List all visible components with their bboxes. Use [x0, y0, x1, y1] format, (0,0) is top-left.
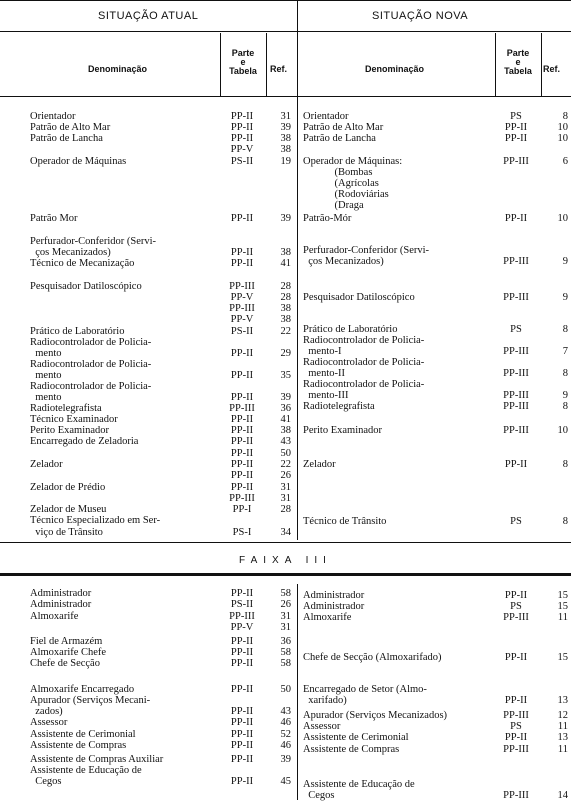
col-tabela-word: Tabela [229, 66, 257, 76]
parte-cell: PP-II [230, 133, 254, 144]
parte-cell: PP-II [230, 470, 254, 481]
denominacao-cell: Assistente de Cerimonial [303, 732, 409, 743]
parte-cell: PP-II [504, 459, 528, 470]
denominacao-cell: Prático de Laboratório [30, 326, 125, 337]
ref-cell: 6 [562, 156, 568, 167]
ref-cell: 38 [280, 247, 291, 258]
denominacao-cell: Assistente de Educação de [30, 765, 142, 776]
denominacao-cell: Operador de Máquinas [30, 156, 127, 167]
ref-cell: 39 [280, 122, 291, 133]
parte-cell: PS [510, 721, 522, 732]
denominacao-cell: Zelador [30, 459, 63, 470]
denominacao-cell: Assistente de Cerimonial [30, 729, 136, 740]
denominacao-cell: mento-I [303, 346, 342, 357]
parte-cell: PP-II [230, 122, 254, 133]
denominacao-cell: Patrão de Lancha [30, 133, 103, 144]
denominacao-cell: Almoxarife Encarregado [30, 684, 135, 695]
ref-cell: 52 [280, 729, 291, 740]
denominacao-cell: xarifado) [303, 695, 347, 706]
ref-cell: 28 [280, 504, 291, 515]
ref-cell: 31 [280, 611, 291, 622]
ref-cell: 50 [280, 448, 291, 459]
ref-cell: 8 [562, 368, 568, 379]
denominacao-cell: Técnico de Trânsito [303, 516, 387, 527]
ref-cell: 41 [280, 258, 291, 269]
denominacao-cell: Apurador (Serviços Mecanizados) [303, 710, 448, 721]
parte-cell: PP-II [230, 729, 254, 740]
denominacao-cell: mento [30, 370, 62, 381]
denominacao-cell: Zelador [303, 459, 336, 470]
ref-cell: 31 [280, 493, 291, 504]
ref-cell: 11 [557, 612, 568, 623]
center-divider [297, 32, 298, 540]
ref-cell: 13 [557, 695, 568, 706]
denominacao-cell: Assistente de Compras [303, 744, 400, 755]
parte-cell: PP-II [230, 717, 254, 728]
parte-cell: PP-V [230, 292, 254, 303]
parte-cell: PP-II [230, 588, 254, 599]
ref-cell: 8 [562, 516, 568, 527]
ref-divider-right [541, 33, 542, 96]
ref-cell: 22 [280, 459, 291, 470]
parte-cell: PP-II [230, 448, 254, 459]
ref-cell: 15 [557, 590, 568, 601]
denominacao-cell: (Bombas [303, 167, 373, 178]
ref-cell: 15 [557, 652, 568, 663]
denominacao-cell: Operador de Máquinas: [303, 156, 403, 167]
parte-cell: PP-III [503, 425, 529, 436]
col-tabela-word: Tabela [504, 66, 532, 76]
parte-cell: PP-III [229, 403, 255, 414]
parte-cell: PP-II [504, 133, 528, 144]
parte-cell: PP-III [503, 401, 529, 412]
ref-cell: 39 [280, 392, 291, 403]
ref-cell: 14 [557, 790, 568, 801]
parte-cell: PP-III [503, 156, 529, 167]
section-title-nova: SITUAÇÃO NOVA [372, 10, 469, 22]
denominacao-cell: Técnico de Mecanização [30, 258, 135, 269]
denominacao-cell: Assistente de Compras Auxiliar [30, 754, 164, 765]
parte-cell: PP-V [230, 622, 254, 633]
ref-cell: 43 [280, 436, 291, 447]
ref-cell: 39 [280, 213, 291, 224]
denominacao-cell: mento [30, 348, 62, 359]
denominacao-cell: Radiocontrolador de Policia- [30, 381, 152, 392]
parte-cell: PP-II [230, 247, 254, 258]
section-title-atual: SITUAÇÃO ATUAL [98, 10, 199, 22]
parte-cell: PP-V [230, 144, 254, 155]
denominacao-cell: Administrador [30, 588, 92, 599]
denominacao-cell: mento-II [303, 368, 345, 379]
denominacao-cell: Assistente de Compras [30, 740, 127, 751]
ref-cell: 45 [280, 776, 291, 787]
denominacao-cell: Perito Examinador [303, 425, 383, 436]
denominacao-cell: Radiocontrolador de Policia- [30, 337, 152, 348]
ref-cell: 36 [280, 403, 291, 414]
denominacao-cell: Orientador [303, 111, 349, 122]
col-e-word: e [240, 57, 246, 67]
denominacao-cell: Almoxarife Chefe [30, 647, 107, 658]
denominacao-cell: Administrador [30, 599, 92, 610]
parte-cell: PP-II [230, 370, 254, 381]
parte-cell: PP-II [230, 258, 254, 269]
denominacao-cell: Administrador [303, 590, 365, 601]
denominacao-cell: Cegos [30, 776, 62, 787]
denominacao-cell: Administrador [303, 601, 365, 612]
ref-cell: 43 [280, 706, 291, 717]
parte-cell: PP-III [229, 303, 255, 314]
denominacao-cell: mento [30, 392, 62, 403]
parte-cell: PP-II [504, 732, 528, 743]
col-e-word: e [515, 57, 521, 67]
denominacao-cell: zados) [30, 706, 63, 717]
ref-cell: 10 [557, 133, 568, 144]
denominacao-cell: Radiocontrolador de Policia- [303, 379, 425, 390]
ref-cell: 9 [562, 256, 568, 267]
ref-cell: 46 [280, 717, 291, 728]
ref-cell: 13 [557, 732, 568, 743]
denominacao-cell: viço de Trânsito [30, 527, 103, 538]
ref-cell: 58 [280, 647, 291, 658]
ref-cell: 38 [280, 133, 291, 144]
parte-cell: PP-III [503, 346, 529, 357]
ref-cell: 10 [557, 425, 568, 436]
ref-cell: 19 [280, 156, 291, 167]
denominacao-cell: Almoxarife [30, 611, 79, 622]
parte-cell: PP-II [230, 111, 254, 122]
parte-cell: PP-II [230, 658, 254, 669]
parte-divider-right [495, 33, 496, 96]
parte-cell: PP-II [230, 647, 254, 658]
parte-cell: PP-II [230, 392, 254, 403]
ref-cell: 28 [280, 281, 291, 292]
denominacao-cell: Chefe de Secção (Almoxarifado) [303, 652, 442, 663]
ref-cell: 38 [280, 425, 291, 436]
denominacao-cell: Prático de Laboratório [303, 324, 398, 335]
parte-cell: PS [510, 324, 522, 335]
parte-cell: PP-I [232, 504, 252, 515]
denominacao-cell: Radiocontrolador de Policia- [30, 359, 152, 370]
parte-cell: PP-II [230, 740, 254, 751]
denominacao-cell: Patrão de Alto Mar [30, 122, 111, 133]
denominacao-cell: Patrão de Lancha [303, 133, 376, 144]
denominacao-cell: ços Mecanizados) [303, 256, 384, 267]
parte-cell: PP-II [230, 459, 254, 470]
denominacao-cell: Perfurador-Conferidor (Servi- [303, 245, 430, 256]
parte-cell: PP-V [230, 314, 254, 325]
ref-divider-left [266, 33, 267, 96]
denominacao-cell: Zelador de Prédio [30, 482, 106, 493]
parte-cell: PP-III [229, 611, 255, 622]
parte-cell: PP-II [230, 425, 254, 436]
ref-cell: 8 [562, 459, 568, 470]
denominacao-cell: Patrão de Alto Mar [303, 122, 384, 133]
center-divider [297, 584, 298, 800]
col-ref-right: Ref. [543, 64, 561, 74]
faixa-label: FAIXA III [239, 555, 332, 566]
denominacao-cell: Assessor [303, 721, 341, 732]
denominacao-cell: Radiotelegrafista [303, 401, 375, 412]
ref-cell: 8 [562, 324, 568, 335]
center-divider [297, 0, 298, 33]
ref-cell: 50 [280, 684, 291, 695]
ref-cell: 31 [280, 622, 291, 633]
denominacao-cell: (Draga [303, 200, 364, 211]
parte-cell: PS [510, 516, 522, 527]
parte-cell: PP-II [230, 754, 254, 765]
ref-cell: 28 [280, 292, 291, 303]
col-parte-left [222, 49, 264, 76]
ref-cell: 8 [562, 111, 568, 122]
denominacao-cell: Patrão Mor [30, 213, 78, 224]
ref-cell: 15 [557, 601, 568, 612]
parte-cell: PP-II [230, 482, 254, 493]
ref-cell: 12 [557, 710, 568, 721]
denominacao-cell: ços Mecanizados) [30, 247, 111, 258]
denominacao-cell: mento-III [303, 390, 349, 401]
ref-cell: 10 [557, 122, 568, 133]
col-parte-right [497, 49, 539, 76]
section-rule [0, 542, 571, 543]
parte-cell: PP-II [230, 348, 254, 359]
parte-cell: PS-II [230, 156, 254, 167]
denominacao-cell: Radiocontrolador de Policia- [303, 357, 425, 368]
ref-cell: 31 [280, 482, 291, 493]
ref-cell: 10 [557, 213, 568, 224]
parte-cell: PP-II [230, 636, 254, 647]
parte-cell: PP-II [504, 213, 528, 224]
ref-cell: 38 [280, 314, 291, 325]
col-parte-word: Parte [506, 48, 530, 58]
parte-cell: PP-III [503, 744, 529, 755]
parte-cell: PP-II [504, 652, 528, 663]
parte-cell: PP-II [504, 695, 528, 706]
denominacao-cell: Pesquisador Datiloscópico [30, 281, 142, 292]
ref-cell: 36 [280, 636, 291, 647]
denominacao-cell: Radiotelegrafista [30, 403, 102, 414]
ref-cell: 46 [280, 740, 291, 751]
parte-cell: PP-II [504, 122, 528, 133]
parte-cell: PP-III [503, 368, 529, 379]
ref-cell: 11 [557, 721, 568, 732]
ref-cell: 26 [280, 470, 291, 481]
denominacao-cell: (Rodoviárias [303, 189, 389, 200]
ref-cell: 39 [280, 754, 291, 765]
ref-cell: 29 [280, 348, 291, 359]
parte-cell: PP-III [229, 493, 255, 504]
denominacao-cell: Chefe de Secção [30, 658, 100, 669]
parte-cell: PP-II [230, 706, 254, 717]
parte-cell: PP-III [229, 281, 255, 292]
denominacao-cell: (Agrícolas [303, 178, 379, 189]
col-denominacao-right: Denominação [365, 64, 425, 74]
parte-cell: PS [510, 111, 522, 122]
denominacao-cell: Técnico Examinador [30, 414, 118, 425]
denominacao-cell: Encarregado de Setor (Almo- [303, 684, 427, 695]
ref-cell: 58 [280, 588, 291, 599]
ref-cell: 9 [562, 390, 568, 401]
parte-cell: PP-III [503, 390, 529, 401]
ref-cell: 35 [280, 370, 291, 381]
parte-cell: PP-III [503, 256, 529, 267]
parte-cell: PP-II [230, 776, 254, 787]
ref-cell: 58 [280, 658, 291, 669]
parte-cell: PS-II [230, 326, 254, 337]
denominacao-cell: Zelador de Museu [30, 504, 107, 515]
denominacao-cell: Almoxarife [303, 612, 352, 623]
parte-cell: PP-II [230, 414, 254, 425]
denominacao-cell: Apurador (Serviços Mecani- [30, 695, 151, 706]
parte-cell: PP-III [503, 612, 529, 623]
ref-cell: 11 [557, 744, 568, 755]
ref-cell: 31 [280, 111, 291, 122]
ref-cell: 38 [280, 303, 291, 314]
ref-cell: 22 [280, 326, 291, 337]
parte-cell: PP-III [503, 710, 529, 721]
denominacao-cell: Assistente de Educação de [303, 779, 415, 790]
ref-cell: 41 [280, 414, 291, 425]
denominacao-cell: Perfurador-Conferidor (Servi- [30, 236, 157, 247]
parte-cell: PS-II [230, 599, 254, 610]
parte-cell: PP-II [230, 684, 254, 695]
ref-cell: 9 [562, 292, 568, 303]
ref-cell: 7 [562, 346, 568, 357]
denominacao-cell: Orientador [30, 111, 76, 122]
ref-cell: 26 [280, 599, 291, 610]
ref-cell: 8 [562, 401, 568, 412]
denominacao-cell: Assessor [30, 717, 68, 728]
parte-cell: PS [510, 601, 522, 612]
parte-cell: PS-I [232, 527, 252, 538]
parte-cell: PP-II [504, 590, 528, 601]
ref-cell: 34 [280, 527, 291, 538]
section-rule [0, 573, 571, 576]
parte-cell: PP-III [503, 790, 529, 801]
denominacao-cell: Perito Examinador [30, 425, 110, 436]
ref-cell: 38 [280, 144, 291, 155]
denominacao-cell: Fiel de Armazém [30, 636, 103, 647]
parte-cell: PP-II [230, 436, 254, 447]
denominacao-cell: Encarregado de Zeladoria [30, 436, 139, 447]
denominacao-cell: Pesquisador Datiloscópico [303, 292, 415, 303]
denominacao-cell: Patrão-Mór [303, 213, 352, 224]
parte-cell: PP-III [503, 292, 529, 303]
denominacao-cell: Radiocontrolador de Policia- [303, 335, 425, 346]
parte-cell: PP-II [230, 213, 254, 224]
parte-divider-left [220, 33, 221, 96]
denominacao-cell: Técnico Especializado em Ser- [30, 515, 161, 526]
col-parte-word: Parte [231, 48, 255, 58]
denominacao-cell: Cegos [303, 790, 335, 801]
col-denominacao-left: Denominação [88, 64, 148, 74]
col-ref-left: Ref. [270, 64, 288, 74]
